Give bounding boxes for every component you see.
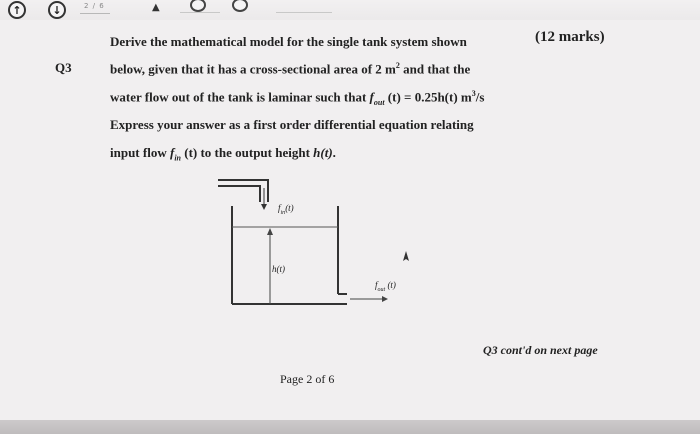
tool-circle-icon[interactable]	[190, 0, 206, 12]
question-line-1: Derive the mathematical model for the single tank system shown	[110, 34, 467, 49]
question-line-3: water flow out of the tank is laminar such that $f_{out}$ (t) = 0.25h(t) $m^3/s$	[110, 89, 485, 107]
page-number: Page 2 of 6	[280, 372, 335, 386]
question-line-5: input flow $f_{in}$ (t) to the output height h(t).	[110, 145, 336, 163]
tank-diagram	[210, 172, 470, 332]
continued-note: Q3 cont'd on next page	[483, 343, 598, 357]
cursor-icon[interactable]: ▲	[152, 2, 160, 13]
scroll-up-icon[interactable]: ↑	[8, 1, 26, 19]
question-line-2: below, given that it has a cross-sectional area of 2 $m^2$ and that the	[110, 61, 471, 77]
question-marks: (12 marks)	[535, 29, 605, 45]
screen-bottom-edge	[0, 420, 700, 434]
tool-underline	[180, 12, 220, 13]
outflow-label: $f_{out}$ (t)	[375, 280, 396, 293]
inflow-label: $f_{in}(t)$	[278, 203, 294, 216]
tool-underline-2	[276, 12, 332, 13]
tool-circle-icon-2[interactable]	[232, 0, 248, 12]
scroll-down-icon[interactable]: ↓	[48, 1, 66, 19]
question-number: Q3	[55, 60, 72, 75]
page-indicator: 2 / 6	[84, 2, 105, 10]
document-page	[0, 20, 700, 420]
question-line-4: Express your answer as a first order differential equation relating	[110, 117, 474, 132]
height-label: h(t)	[272, 264, 285, 274]
page-indicator-underline	[80, 13, 110, 14]
